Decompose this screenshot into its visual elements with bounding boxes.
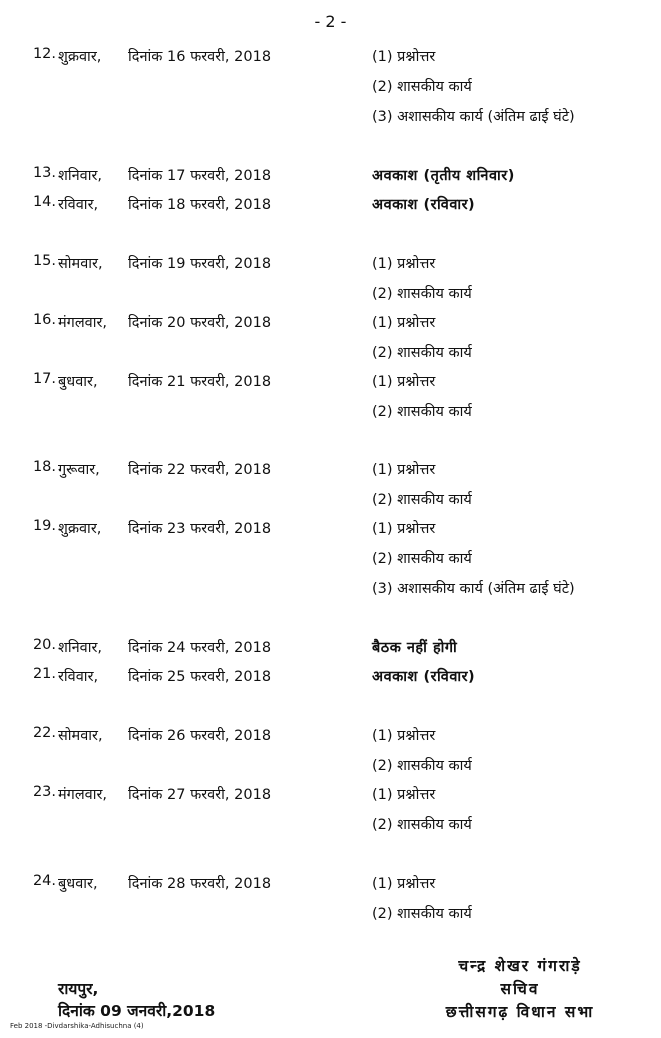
row-day: शुक्रवार,	[58, 521, 102, 537]
row-day: बुधवार,	[58, 876, 98, 892]
row-day: शनिवार,	[58, 168, 103, 184]
row-number: 14.	[32, 194, 56, 210]
row-day: सोमवार,	[58, 728, 103, 744]
row-business: (1) प्रश्नोत्तर	[372, 315, 436, 331]
place-date-block	[58, 978, 215, 1022]
schedule-row	[0, 76, 661, 104]
schedule-row	[0, 873, 661, 901]
row-number: 22.	[32, 725, 56, 741]
row-business: (2) शासकीय कार्य	[372, 345, 472, 361]
row-business: (1) प्रश्नोत्तर	[372, 462, 436, 478]
schedule-row	[0, 312, 661, 340]
schedule-row	[0, 903, 661, 931]
row-business: अवकाश (तृतीय शनिवार)	[372, 168, 515, 184]
row-number: 21.	[32, 666, 56, 682]
row-business: (3) अशासकीय कार्य (अंतिम ढाई घंटे)	[372, 581, 575, 597]
schedule-row	[0, 814, 661, 842]
schedule-row	[0, 518, 661, 546]
signature-block	[400, 955, 640, 1024]
row-business: (1) प्रश्नोत्तर	[372, 876, 436, 892]
row-business: अवकाश (रविवार)	[372, 669, 476, 685]
row-day: रविवार,	[58, 197, 99, 213]
row-business: (1) प्रश्नोत्तर	[372, 728, 436, 744]
row-day: शुक्रवार,	[58, 49, 102, 65]
row-business: (2) शासकीय कार्य	[372, 79, 472, 95]
row-number: 12.	[32, 46, 56, 62]
schedule-row	[0, 578, 661, 606]
row-number: 16.	[32, 312, 56, 328]
schedule-row	[0, 106, 661, 134]
row-business: बैठक नहीं होगी	[372, 640, 458, 656]
row-business: (2) शासकीय कार्य	[372, 758, 472, 774]
schedule-row	[0, 401, 661, 429]
row-number: 20.	[32, 637, 56, 653]
schedule-row	[0, 784, 661, 812]
schedule-row	[0, 194, 661, 222]
row-number: 24.	[32, 873, 56, 889]
row-number: 18.	[32, 459, 56, 475]
row-day: सोमवार,	[58, 256, 103, 272]
row-number: 15.	[32, 253, 56, 269]
schedule-row	[0, 637, 661, 665]
row-business: (2) शासकीय कार्य	[372, 492, 472, 508]
row-business: (2) शासकीय कार्य	[372, 404, 472, 420]
place: रायपुर,	[58, 980, 99, 998]
row-date: दिनांक 23 फरवरी, 2018	[128, 521, 272, 537]
row-number: 19.	[32, 518, 56, 534]
row-day: रविवार,	[58, 669, 99, 685]
schedule-row	[0, 371, 661, 399]
schedule-row	[0, 253, 661, 281]
row-day: मंगलवार,	[58, 315, 108, 331]
row-business: (1) प्रश्नोत्तर	[372, 256, 436, 272]
page-number: - 2 -	[314, 12, 347, 31]
schedule-row	[0, 666, 661, 694]
row-date: दिनांक 24 फरवरी, 2018	[128, 640, 272, 656]
row-date: दिनांक 19 फरवरी, 2018	[128, 256, 272, 272]
row-date: दिनांक 26 फरवरी, 2018	[128, 728, 272, 744]
row-date: दिनांक 16 फरवरी, 2018	[128, 49, 272, 65]
row-day: मंगलवार,	[58, 787, 108, 803]
row-day: शनिवार,	[58, 640, 103, 656]
row-number: 17.	[32, 371, 56, 387]
row-business: (1) प्रश्नोत्तर	[372, 787, 436, 803]
row-business: (1) प्रश्नोत्तर	[372, 49, 436, 65]
row-date: दिनांक 20 फरवरी, 2018	[128, 315, 272, 331]
signatory-title: सचिव	[500, 980, 540, 998]
signatory-name: चन्द्र शेखर गंगराड़े	[458, 957, 582, 975]
schedule-row	[0, 283, 661, 311]
schedule-row	[0, 46, 661, 74]
row-business: (2) शासकीय कार्य	[372, 817, 472, 833]
row-business: (2) शासकीय कार्य	[372, 551, 472, 567]
schedule-row	[0, 725, 661, 753]
row-day: गुरूवार,	[58, 462, 100, 478]
row-business: (3) अशासकीय कार्य (अंतिम ढाई घंटे)	[372, 109, 575, 125]
row-date: दिनांक 22 फरवरी, 2018	[128, 462, 272, 478]
file-footnote: Feb 2018 -Divdarshika-Adhisuchna (4)	[10, 1022, 144, 1030]
row-date: दिनांक 18 फरवरी, 2018	[128, 197, 272, 213]
row-number: 23.	[32, 784, 56, 800]
schedule-row	[0, 548, 661, 576]
signatory-org: छत्तीसगढ़ विधान सभा	[445, 1003, 595, 1021]
schedule-row	[0, 489, 661, 517]
schedule-row	[0, 459, 661, 487]
row-date: दिनांक 27 फरवरी, 2018	[128, 787, 272, 803]
row-number: 13.	[32, 165, 56, 181]
row-business: (1) प्रश्नोत्तर	[372, 521, 436, 537]
schedule-row	[0, 342, 661, 370]
schedule-row	[0, 755, 661, 783]
row-date: दिनांक 17 फरवरी, 2018	[128, 168, 272, 184]
row-business: (1) प्रश्नोत्तर	[372, 374, 436, 390]
issue-date: दिनांक 09 जनवरी,2018	[58, 1002, 216, 1020]
row-business: (2) शासकीय कार्य	[372, 286, 472, 302]
row-day: बुधवार,	[58, 374, 98, 390]
schedule-row	[0, 165, 661, 193]
row-business: (2) शासकीय कार्य	[372, 906, 472, 922]
row-date: दिनांक 25 फरवरी, 2018	[128, 669, 272, 685]
row-business: अवकाश (रविवार)	[372, 197, 476, 213]
row-date: दिनांक 21 फरवरी, 2018	[128, 374, 272, 390]
row-date: दिनांक 28 फरवरी, 2018	[128, 876, 272, 892]
